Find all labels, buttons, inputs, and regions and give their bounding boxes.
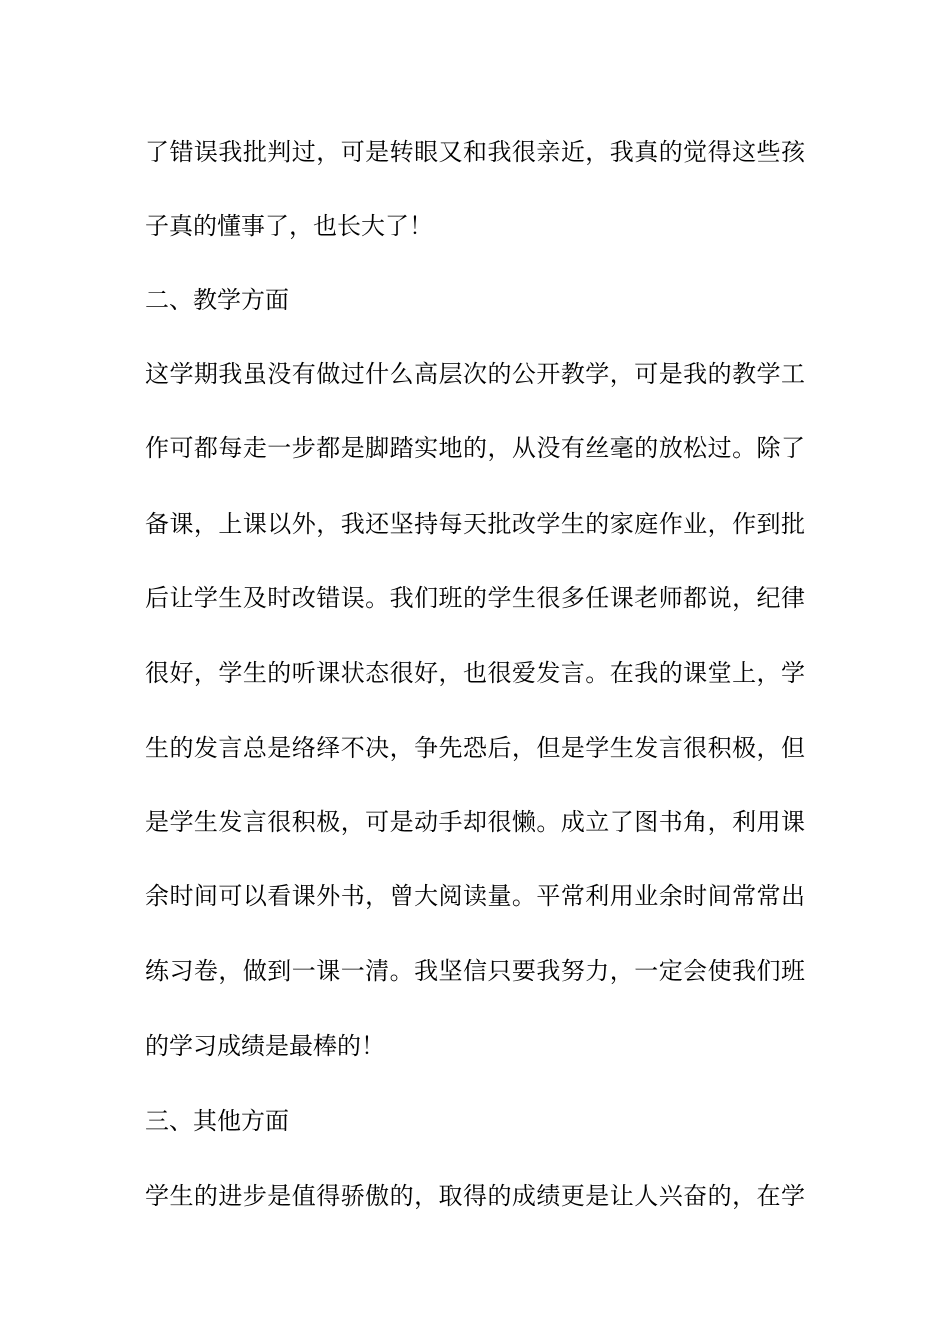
section-heading: 二、教学方面 [145,286,289,314]
text-line: 生的发言总是络绎不决，争先恐后，但是学生发言很积极，但 [145,734,805,762]
text-line: 子真的懂事了，也长大了！ [145,212,433,240]
text-line: 作可都每走一步都是脚踏实地的，从没有丝毫的放松过。除了 [145,434,805,462]
text-line: 了错误我批判过，可是转眼又和我很亲近，我真的觉得这些孩 [145,138,805,166]
text-line: 学生的进步是值得骄傲的，取得的成绩更是让人兴奋的，在学 [145,1182,805,1210]
text-line: 很好，学生的听课状态很好，也很爱发言。在我的课堂上，学 [145,659,805,687]
text-line: 的学习成绩是最棒的！ [145,1032,385,1060]
text-line: 后让学生及时改错误。我们班的学生很多任课老师都说，纪律 [145,584,805,612]
text-line: 是学生发言很积极，可是动手却很懒。成立了图书角，利用课 [145,808,805,836]
text-line: 这学期我虽没有做过什么高层次的公开教学，可是我的教学工 [145,360,805,388]
text-line: 余时间可以看课外书，曾大阅读量。平常利用业余时间常常出 [145,882,805,910]
text-line: 练习卷，做到一课一清。我坚信只要我努力，一定会使我们班 [145,957,805,985]
text-line: 备课，上课以外，我还坚持每天批改学生的家庭作业，作到批 [145,510,805,538]
section-heading: 三、其他方面 [145,1107,289,1135]
